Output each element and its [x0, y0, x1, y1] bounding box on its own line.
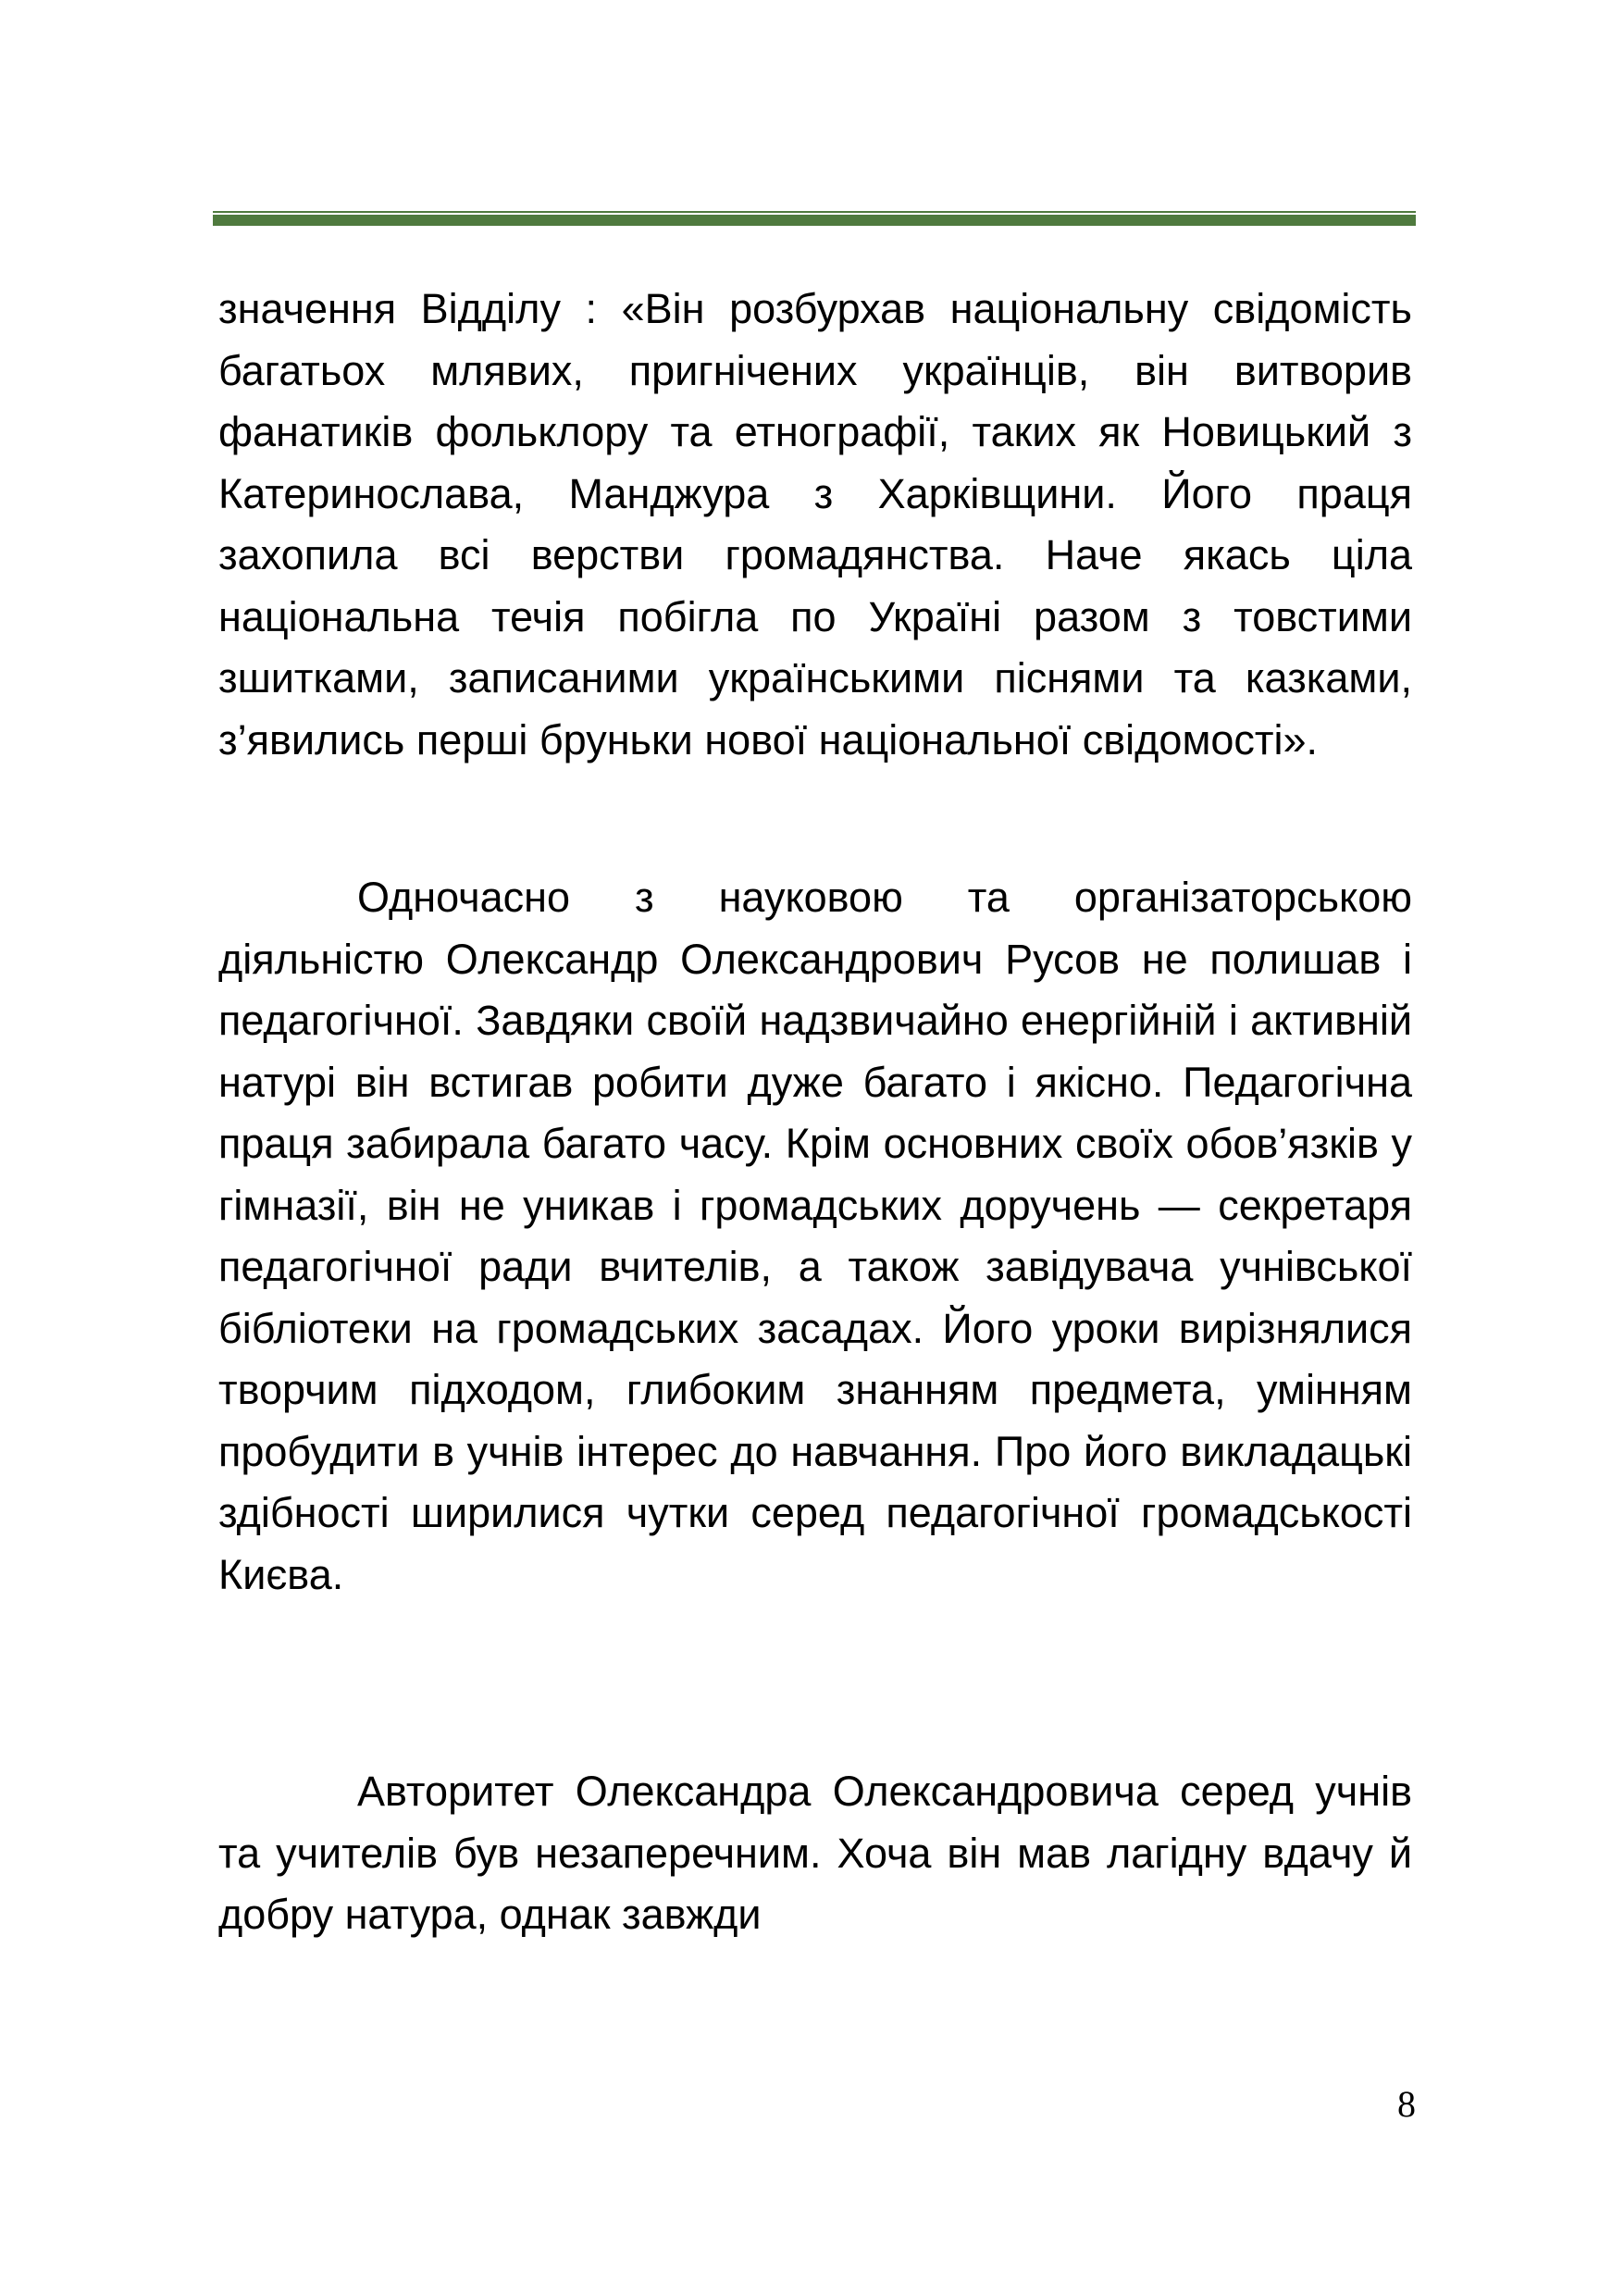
- paragraph-2: Одночасно з науковою та організаторською діяльністю Олександр Олександрович Русов не полишав і педагогічної. Завдяки своїй надзвичайно енергійній і активній натурі він встигав робити дуже багато і якісно. Педагогічна праця забирала багато часу. Крім основних своїх обов’язків у гімназії, він не уникав і громадських доручень — секретаря педагогічної ради вчителів, а також завідувача учнівської бібліотеки на громадських засадах. Його уроки вирізнялися творчим підходом, глибоким знанням предмета, умінням пробудити в учнів інтерес до навчання. Про його викладацькі здібності ширилися чутки серед педагогічної громадськості Києва.: [218, 874, 1412, 1598]
- paragraph-3: Авторитет Олександра Олександровича серед учнів та учителів був незаперечним. Хоча він мав лагідну вдачу й добру натура, однак завжди: [218, 1768, 1412, 1938]
- page-number: 8: [1397, 2083, 1416, 2125]
- header-rule-thin: [213, 211, 1416, 213]
- paragraph-1: значення Відділу : «Він розбурхав національну свідомість багатьох млявих, пригнічених українців, він витворив фанатиків фольклору та етнографії, таких як Новицький з Катеринослава, Манджура з Харківщини. Його праця захопила всі верстви громадянства. Наче якась ціла національна течія побігла по Україні разом з товстими зшитками, записаними українськими піснями та казками, з’явились перші бруньки нової національної свідомості».: [218, 285, 1412, 763]
- header-rule: [213, 215, 1416, 226]
